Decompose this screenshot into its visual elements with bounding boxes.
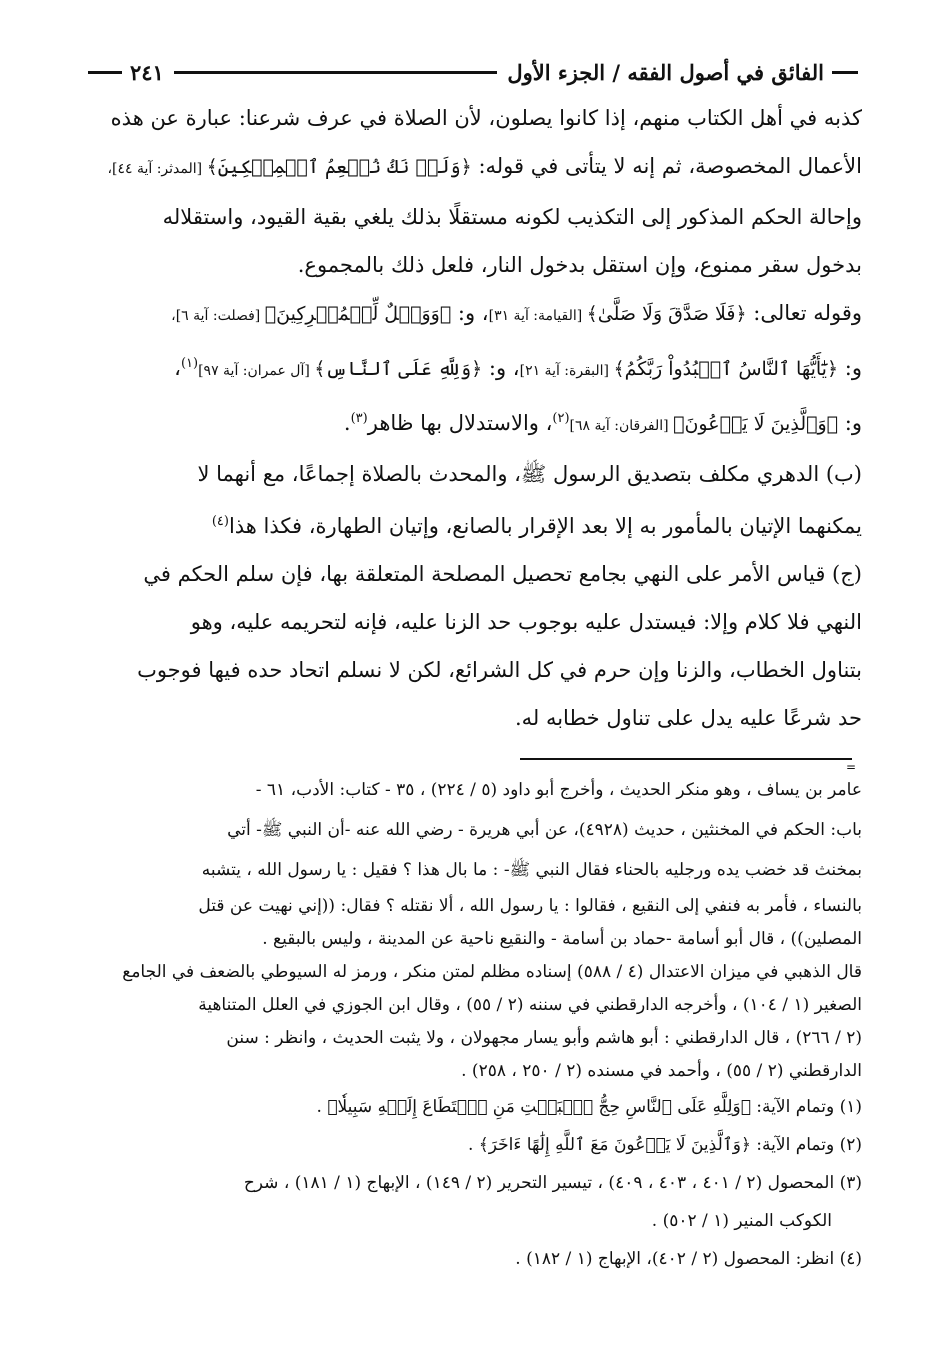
text-line bbox=[82, 598, 862, 646]
running-header bbox=[88, 52, 858, 92]
footnote-1: (١) وتمام الآية: ﴿وَلِلَّهِ عَلَى ٱلنَّاسِ حِجُّ ٱلۡبَيۡتِ مَنِ ٱسۡتَطَاعَ إِلَيۡهِ سَبِيلٗا﴾ . bbox=[316, 1097, 862, 1117]
verse-reference: [الفرقان: آية ٦٨] bbox=[569, 418, 674, 434]
text-span: وقوله تعالى: bbox=[746, 301, 862, 325]
text-span: (ج) قياس الأمر على النهي بجامع تحصيل المصلحة المتعلقة بها، فإن سلم الحكم في bbox=[143, 562, 862, 586]
text-span: حد شرعًا عليه يدل على تناول خطابه له. bbox=[514, 706, 862, 730]
text-span: النهي فلا كلام وإلا: فيستدل عليه بوجوب حد الزنا عليه، فإنه لتحريمه عليه، وهو bbox=[190, 610, 862, 634]
text-span: بتناول الخطاب، والزنا وإن حرم في كل الشرائع، لكن لا نسلم اتحاد حده فيها فوجوب bbox=[137, 658, 862, 682]
verse-reference: [فصلت: آية ٦]، bbox=[171, 308, 265, 324]
quran-verse: ﴿وَٱلَّذِينَ لَا يَدۡعُونَ﴾ bbox=[673, 413, 839, 435]
text-line bbox=[82, 646, 862, 694]
main-text bbox=[82, 94, 862, 742]
verse-reference: [المدثر: آية ٤٤]، bbox=[107, 161, 207, 177]
footnote-3: (٣) المحصول (٢ / ٤٠١ ، ٤٠٣ ، ٤٠٩) ، تيسير التحرير (٢ / ١٤٩) ، الإبهاج (١ / ١٨١) ، شرح bbox=[243, 1173, 862, 1193]
footnote-marker: (١) bbox=[180, 356, 199, 371]
footnote-line: المصلين)) ، قال أبو أسامة -حماد بن أسامة - والنقيع ناحية عن المدينة ، وليس بالبقيع . bbox=[262, 929, 862, 949]
text-span: ، و: bbox=[482, 356, 520, 380]
text-line bbox=[82, 241, 862, 289]
footnote-4: (٤) انظر: المحصول (٢ / ٤٠٢)، الإبهاج (١ / ١٨٢) . bbox=[515, 1249, 862, 1269]
text-line bbox=[82, 142, 862, 193]
text-line bbox=[82, 395, 862, 450]
text-line bbox=[82, 94, 862, 142]
text-span: يمكنهما الإتيان بالمأمور به إلا بعد الإقرار بالصانع، وإتيان الطهارة، فكذا هذا bbox=[228, 514, 862, 538]
page-number: ٢٤١ bbox=[130, 59, 164, 85]
text-span: ، والاستدلال بها ظاهر bbox=[367, 411, 553, 435]
text-span: و: bbox=[838, 356, 862, 380]
quran-verse: ﴿وَلَمۡ نَكُ نُطۡعِمُ ٱلۡمِسۡكِينَ﴾ bbox=[206, 156, 472, 178]
footnote-line: عامر بن يساف ، وهو منكر الحديث ، وأخرج أبو داود (٥ / ٢٢٤) ، ٣٥ - كتاب: الأدب، ٦١ - bbox=[255, 780, 862, 800]
text-line bbox=[82, 694, 862, 742]
text-line bbox=[82, 498, 862, 550]
quran-verse: ﴿وَوَيۡلٌ لِّلۡمُشۡرِكِينَ﴾ bbox=[264, 303, 452, 325]
text-span: بدخول سقر ممنوع، وإن استقل بدخول النار، فلعل ذلك بالمجموع. bbox=[297, 253, 862, 277]
text-span: . bbox=[343, 411, 351, 435]
text-line bbox=[82, 550, 862, 598]
footnote-separator bbox=[520, 758, 852, 760]
footnote-marker: (٣) bbox=[350, 411, 368, 426]
verse-reference: [آل عمران: آية ٩٧] bbox=[198, 363, 315, 379]
footnote-line: الدارقطني (٢ / ٥٥) ، وأحمد في مسنده (٢ / ٢٥٠ ، ٢٥٨) . bbox=[461, 1061, 862, 1081]
text-line bbox=[82, 340, 862, 395]
footnote-marker: (٤) bbox=[211, 514, 229, 529]
footnote-line: باب: الحكم في المخنثين ، حديث (٤٩٢٨)، عن أبي هريرة - رضي الله عنه -أن النبي ﷺ- أتي bbox=[227, 820, 862, 840]
footnote-line: بمخنث قد خضب يده ورجليه بالحناء فقال النبي ﷺ- : ما بال هذا ؟ فقيل : يا رسول الله ، يتشبه bbox=[201, 860, 862, 880]
quran-verse: ﴿وَلِلَّهِ عَلَى ٱلنَّاسِ﴾ bbox=[314, 358, 483, 380]
footnote-line: الصغير (١ / ١٠٤) ، وأخرجه الدارقطني في سننه (٢ / ٥٥) ، وقال ابن الجوزي في العلل المتناهية bbox=[198, 995, 862, 1015]
quran-verse: ﴿يَٰٓأَيُّهَا ٱلنَّاسُ ٱعۡبُدُواْ رَبَّكُمُ﴾ bbox=[613, 358, 839, 380]
footnote-list bbox=[82, 1088, 862, 1278]
footnote-line: قال الذهبي في ميزان الاعتدال (٤ / ٥٨٨) إسناده مظلم لمتن منكر ، ورمز له السيوطي بالضعف في الجامع bbox=[122, 962, 862, 982]
footnote-continuation bbox=[82, 770, 862, 1088]
header-dash bbox=[832, 71, 858, 74]
header-dash-end bbox=[88, 71, 122, 74]
footnote-line: بالنساء ، فأمر به فنفي إلى النقيع ، فقالوا : يا رسول الله ، ألا نقتله ؟ فقال: ((إني نهيت عن قتل bbox=[198, 896, 862, 916]
text-span: وإحالة الحكم المذكور إلى التكذيب لكونه مستقلًا بذلك يلغي بقية القيود، واستقلاله bbox=[162, 205, 862, 229]
text-line bbox=[82, 289, 862, 340]
footnote-3-continued: الكوكب المنير (١ / ٥٠٢) . bbox=[651, 1211, 832, 1231]
text-span: كذبه في أهل الكتاب منهم، إذا كانوا يصلون، لأن الصلاة في عرف شرعنا: عبارة عن هذه bbox=[110, 106, 862, 130]
footnote-line: (٢ / ٢٦٦) ، قال الدارقطني : أبو هاشم وأبو يسار مجهولان ، ولا يثبت الحديث ، وانظر : سنن bbox=[226, 1028, 862, 1048]
text-span: (ب) الدهري مكلف بتصديق الرسول ﷺ، والمحدث بالصلاة إجماعًا، مع أنهما لا bbox=[197, 462, 862, 486]
footnote-2: (٢) وتمام الآية: ﴿وَٱلَّذِينَ لَا يَدۡعُونَ مَعَ ٱللَّهِ إِلَٰهًا ءَاخَرَ﴾ . bbox=[468, 1135, 862, 1155]
text-line bbox=[82, 450, 862, 498]
verse-reference: [البقرة: آية ٢١] bbox=[519, 363, 614, 379]
footnotes bbox=[82, 770, 862, 1278]
text-span: و: bbox=[838, 411, 862, 435]
footnote-marker: (٢) bbox=[552, 411, 570, 426]
text-span: الأعمال المخصوصة، ثم إنه لا يتأتى في قوله: bbox=[471, 154, 862, 178]
text-span: ، و: bbox=[451, 301, 489, 325]
text-span: ، bbox=[174, 356, 181, 380]
book-title: الفائق في أصول الفقه / الجزء الأول bbox=[507, 59, 824, 85]
text-line bbox=[82, 193, 862, 241]
continuation-mark: = bbox=[846, 760, 857, 774]
quran-verse: ﴿فَلَا صَدَّقَ وَلَا صَلَّىٰ﴾ bbox=[586, 303, 747, 325]
verse-reference: [القيامة: آية ٣١] bbox=[488, 308, 587, 324]
header-rule bbox=[174, 71, 497, 74]
